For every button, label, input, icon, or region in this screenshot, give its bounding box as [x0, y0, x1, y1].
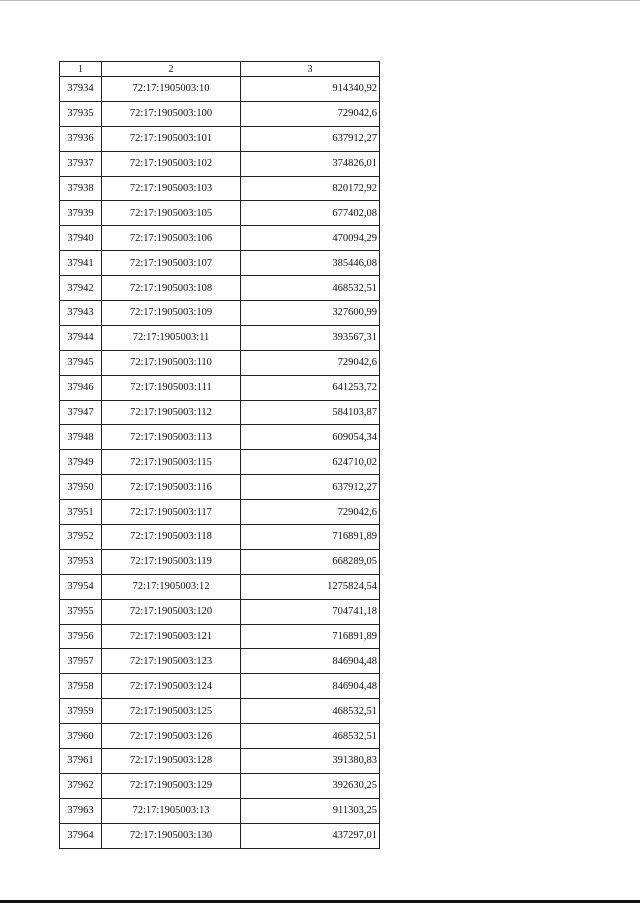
table-row — [60, 798, 380, 823]
cadastral-value: 911303,25 — [241, 798, 380, 823]
row-number: 37941 — [60, 251, 102, 276]
table-row — [60, 450, 380, 475]
cadastral-number: 72:17:1905003:106 — [102, 226, 241, 251]
table-row — [60, 176, 380, 201]
row-number: 37961 — [60, 749, 102, 774]
cadastral-value: 820172,92 — [241, 176, 380, 201]
cadastral-number: 72:17:1905003:126 — [102, 724, 241, 749]
row-number: 37934 — [60, 77, 102, 102]
cadastral-value-table — [59, 61, 380, 849]
cadastral-number: 72:17:1905003:11 — [102, 325, 241, 350]
row-number: 37962 — [60, 773, 102, 798]
table-row — [60, 823, 380, 848]
row-number: 37956 — [60, 624, 102, 649]
row-number: 37964 — [60, 823, 102, 848]
cadastral-value: 716891,89 — [241, 624, 380, 649]
cadastral-number: 72:17:1905003:118 — [102, 525, 241, 550]
row-number: 37937 — [60, 151, 102, 176]
header-row — [60, 62, 380, 77]
cadastral-value: 677402,08 — [241, 201, 380, 226]
column-header-3: 3 — [241, 62, 380, 77]
cadastral-number: 72:17:1905003:123 — [102, 649, 241, 674]
page-top-edge — [0, 0, 640, 1]
row-number: 37952 — [60, 525, 102, 550]
row-number: 37944 — [60, 325, 102, 350]
page-bottom-edge — [0, 900, 640, 903]
cadastral-number: 72:17:1905003:129 — [102, 773, 241, 798]
table-row — [60, 77, 380, 102]
cadastral-value: 729042,6 — [241, 500, 380, 525]
cadastral-value: 637912,27 — [241, 475, 380, 500]
cadastral-value: 846904,48 — [241, 674, 380, 699]
row-number: 37950 — [60, 475, 102, 500]
cadastral-value: 468532,51 — [241, 724, 380, 749]
cadastral-number: 72:17:1905003:116 — [102, 475, 241, 500]
table-row — [60, 325, 380, 350]
row-number: 37953 — [60, 549, 102, 574]
cadastral-number: 72:17:1905003:111 — [102, 375, 241, 400]
table-row — [60, 101, 380, 126]
cadastral-number: 72:17:1905003:112 — [102, 400, 241, 425]
cadastral-value: 385446,08 — [241, 251, 380, 276]
cadastral-number: 72:17:1905003:130 — [102, 823, 241, 848]
cadastral-value: 468532,51 — [241, 699, 380, 724]
cadastral-number: 72:17:1905003:124 — [102, 674, 241, 699]
table-row — [60, 773, 380, 798]
cadastral-number: 72:17:1905003:128 — [102, 749, 241, 774]
cadastral-value: 327600,99 — [241, 301, 380, 326]
row-number: 37942 — [60, 276, 102, 301]
row-number: 37959 — [60, 699, 102, 724]
column-header-1: 1 — [60, 62, 102, 77]
row-number: 37935 — [60, 101, 102, 126]
cadastral-value: 641253,72 — [241, 375, 380, 400]
row-number: 37943 — [60, 301, 102, 326]
row-number: 37938 — [60, 176, 102, 201]
cadastral-value: 393567,31 — [241, 325, 380, 350]
row-number: 37948 — [60, 425, 102, 450]
cadastral-number: 72:17:1905003:102 — [102, 151, 241, 176]
table-row — [60, 375, 380, 400]
cadastral-value: 914340,92 — [241, 77, 380, 102]
cadastral-number: 72:17:1905003:107 — [102, 251, 241, 276]
cadastral-number: 72:17:1905003:13 — [102, 798, 241, 823]
table-row — [60, 500, 380, 525]
row-number: 37945 — [60, 350, 102, 375]
table-row — [60, 624, 380, 649]
cadastral-number: 72:17:1905003:103 — [102, 176, 241, 201]
table-row — [60, 301, 380, 326]
table-row — [60, 599, 380, 624]
table-row — [60, 251, 380, 276]
cadastral-number: 72:17:1905003:119 — [102, 549, 241, 574]
row-number: 37940 — [60, 226, 102, 251]
cadastral-value: 468532,51 — [241, 276, 380, 301]
cadastral-value: 392630,25 — [241, 773, 380, 798]
cadastral-number: 72:17:1905003:10 — [102, 77, 241, 102]
table-row — [60, 749, 380, 774]
row-number: 37946 — [60, 375, 102, 400]
cadastral-number: 72:17:1905003:109 — [102, 301, 241, 326]
row-number: 37957 — [60, 649, 102, 674]
cadastral-number: 72:17:1905003:105 — [102, 201, 241, 226]
cadastral-value: 391380,83 — [241, 749, 380, 774]
cadastral-value: 437297,01 — [241, 823, 380, 848]
table-row — [60, 475, 380, 500]
table-row — [60, 699, 380, 724]
cadastral-value: 846904,48 — [241, 649, 380, 674]
table-row — [60, 574, 380, 599]
row-number: 37963 — [60, 798, 102, 823]
cadastral-number: 72:17:1905003:12 — [102, 574, 241, 599]
row-number: 37955 — [60, 599, 102, 624]
table-row — [60, 276, 380, 301]
table-row — [60, 226, 380, 251]
cadastral-value: 637912,27 — [241, 126, 380, 151]
cadastral-value: 1275824,54 — [241, 574, 380, 599]
cadastral-number: 72:17:1905003:100 — [102, 101, 241, 126]
cadastral-number: 72:17:1905003:115 — [102, 450, 241, 475]
cadastral-number: 72:17:1905003:117 — [102, 500, 241, 525]
table-row — [60, 724, 380, 749]
row-number: 37960 — [60, 724, 102, 749]
table-row — [60, 549, 380, 574]
cadastral-number: 72:17:1905003:125 — [102, 699, 241, 724]
table-row — [60, 649, 380, 674]
cadastral-value: 668289,05 — [241, 549, 380, 574]
table-row — [60, 126, 380, 151]
table-row — [60, 425, 380, 450]
column-header-2: 2 — [102, 62, 241, 77]
row-number: 37949 — [60, 450, 102, 475]
cadastral-value: 704741,18 — [241, 599, 380, 624]
cadastral-value: 729042,6 — [241, 350, 380, 375]
cadastral-value: 729042,6 — [241, 101, 380, 126]
row-number: 37958 — [60, 674, 102, 699]
table-row — [60, 151, 380, 176]
table-row — [60, 350, 380, 375]
row-number: 37936 — [60, 126, 102, 151]
row-number: 37954 — [60, 574, 102, 599]
cadastral-value: 374826,01 — [241, 151, 380, 176]
table-row — [60, 201, 380, 226]
table-row — [60, 525, 380, 550]
cadastral-number: 72:17:1905003:120 — [102, 599, 241, 624]
row-number: 37947 — [60, 400, 102, 425]
cadastral-number: 72:17:1905003:110 — [102, 350, 241, 375]
cadastral-number: 72:17:1905003:121 — [102, 624, 241, 649]
cadastral-value: 624710,02 — [241, 450, 380, 475]
table-row — [60, 674, 380, 699]
cadastral-value: 609054,34 — [241, 425, 380, 450]
cadastral-value: 470094,29 — [241, 226, 380, 251]
cadastral-number: 72:17:1905003:108 — [102, 276, 241, 301]
row-number: 37951 — [60, 500, 102, 525]
table-header — [60, 62, 380, 77]
table-row — [60, 400, 380, 425]
table-body — [60, 77, 380, 849]
cadastral-value: 716891,89 — [241, 525, 380, 550]
cadastral-value: 584103,87 — [241, 400, 380, 425]
cadastral-number: 72:17:1905003:113 — [102, 425, 241, 450]
row-number: 37939 — [60, 201, 102, 226]
cadastral-number: 72:17:1905003:101 — [102, 126, 241, 151]
